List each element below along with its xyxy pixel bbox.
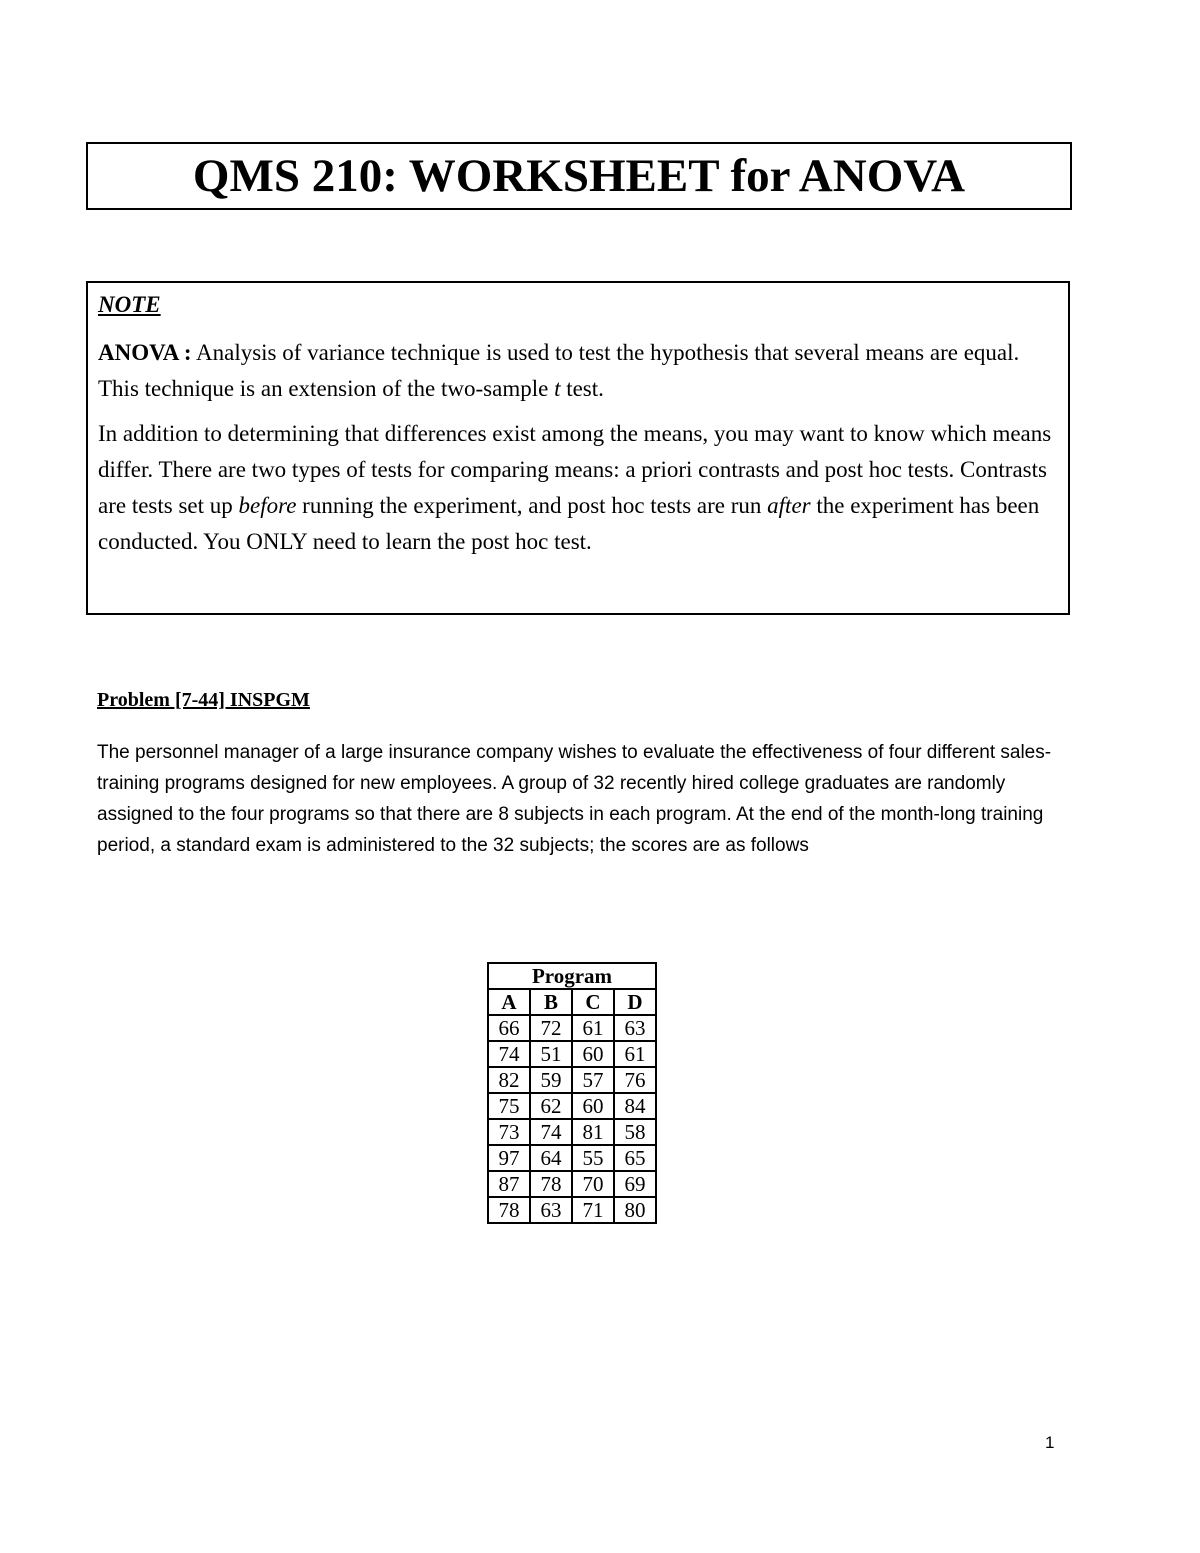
column-header-d: D: [614, 989, 656, 1015]
table-row: [488, 1041, 656, 1067]
table-cell: 97: [488, 1145, 530, 1171]
table-cell: 72: [530, 1015, 572, 1041]
para2-part3: the experiment has been conducted. You ONLY need to learn the post hoc test.: [98, 493, 1040, 554]
table-cell: 57: [572, 1067, 614, 1093]
table-cell: 62: [530, 1093, 572, 1119]
table-cell: 63: [530, 1197, 572, 1223]
table-cell: 64: [530, 1145, 572, 1171]
table-cell: 71: [572, 1197, 614, 1223]
para2-before: before: [238, 493, 297, 518]
table-row: [488, 1145, 656, 1171]
table-cell: 65: [614, 1145, 656, 1171]
table-row: [488, 1093, 656, 1119]
table-cell: 78: [488, 1197, 530, 1223]
table-cell: 80: [614, 1197, 656, 1223]
table-cell: 60: [572, 1041, 614, 1067]
table-cell: 61: [572, 1015, 614, 1041]
table-column-header-row: [488, 989, 656, 1015]
table-row: [488, 1171, 656, 1197]
table-cell: 75: [488, 1093, 530, 1119]
table-cell: 87: [488, 1171, 530, 1197]
para2-part2: running the experiment, and post hoc tests are run: [296, 493, 768, 518]
table-cell: 84: [614, 1093, 656, 1119]
table-cell: 74: [530, 1119, 572, 1145]
anova-definition-1: Analysis of variance technique is used to test the hypothesis that several means are equal. This technique is an extension of the two-sample: [98, 340, 1020, 401]
page-title: QMS 210: WORKSHEET for ANOVA: [192, 149, 966, 202]
table-cell: 60: [572, 1093, 614, 1119]
column-header-c: C: [572, 989, 614, 1015]
table-cell: 58: [614, 1119, 656, 1145]
note-paragraph-contrasts: [98, 416, 1056, 560]
table-cell: 82: [488, 1067, 530, 1093]
column-header-a: A: [488, 989, 530, 1015]
table-cell: 59: [530, 1067, 572, 1093]
table-group-header-row: [488, 963, 656, 989]
problem-heading: Problem [7-44] INSPGM: [97, 689, 310, 711]
table-group-header: Program: [488, 963, 656, 989]
table-row: [488, 1119, 656, 1145]
title-box: [86, 142, 1072, 210]
anova-term: ANOVA :: [98, 340, 192, 365]
table-cell: 73: [488, 1119, 530, 1145]
table-cell: 63: [614, 1015, 656, 1041]
note-paragraph-anova: [98, 335, 1056, 407]
table-cell: 61: [614, 1041, 656, 1067]
problem-text: The personnel manager of a large insurance company wishes to evaluate the effectiveness of four different sales-training programs designed for new employees. A group of 32 recently hired college graduates are randomly assigned to the four programs so that there are 8 subjects in each program. At the end of the month-long training period, a standard exam is administered to the 32 subjects; the scores are as follows: [97, 742, 1052, 856]
table-cell: 78: [530, 1171, 572, 1197]
table-cell: 55: [572, 1145, 614, 1171]
table-cell: 66: [488, 1015, 530, 1041]
table-cell: 51: [530, 1041, 572, 1067]
table-cell: 76: [614, 1067, 656, 1093]
table-row: [488, 1197, 656, 1223]
page-number: 1: [1045, 1433, 1055, 1452]
table-cell: 69: [614, 1171, 656, 1197]
scores-table: [487, 962, 657, 1224]
problem-section: [97, 687, 1067, 861]
column-header-b: B: [530, 989, 572, 1015]
para2-after: after: [767, 493, 811, 518]
table-row: [488, 1015, 656, 1041]
para2-part1: In addition to determining that differences exist among the means, you may want to know which means differ. There are two types of tests for comparing means: a priori contrasts and post hoc tests. Contrasts are tests set up: [98, 421, 1052, 518]
table-row: [488, 1067, 656, 1093]
table-cell: 74: [488, 1041, 530, 1067]
anova-t-symbol: t: [554, 376, 561, 401]
note-box: [86, 281, 1070, 615]
anova-definition-2: test.: [560, 376, 604, 401]
table-cell: 81: [572, 1119, 614, 1145]
table-cell: 70: [572, 1171, 614, 1197]
table-body: [488, 1015, 656, 1223]
note-label: NOTE: [98, 292, 161, 317]
